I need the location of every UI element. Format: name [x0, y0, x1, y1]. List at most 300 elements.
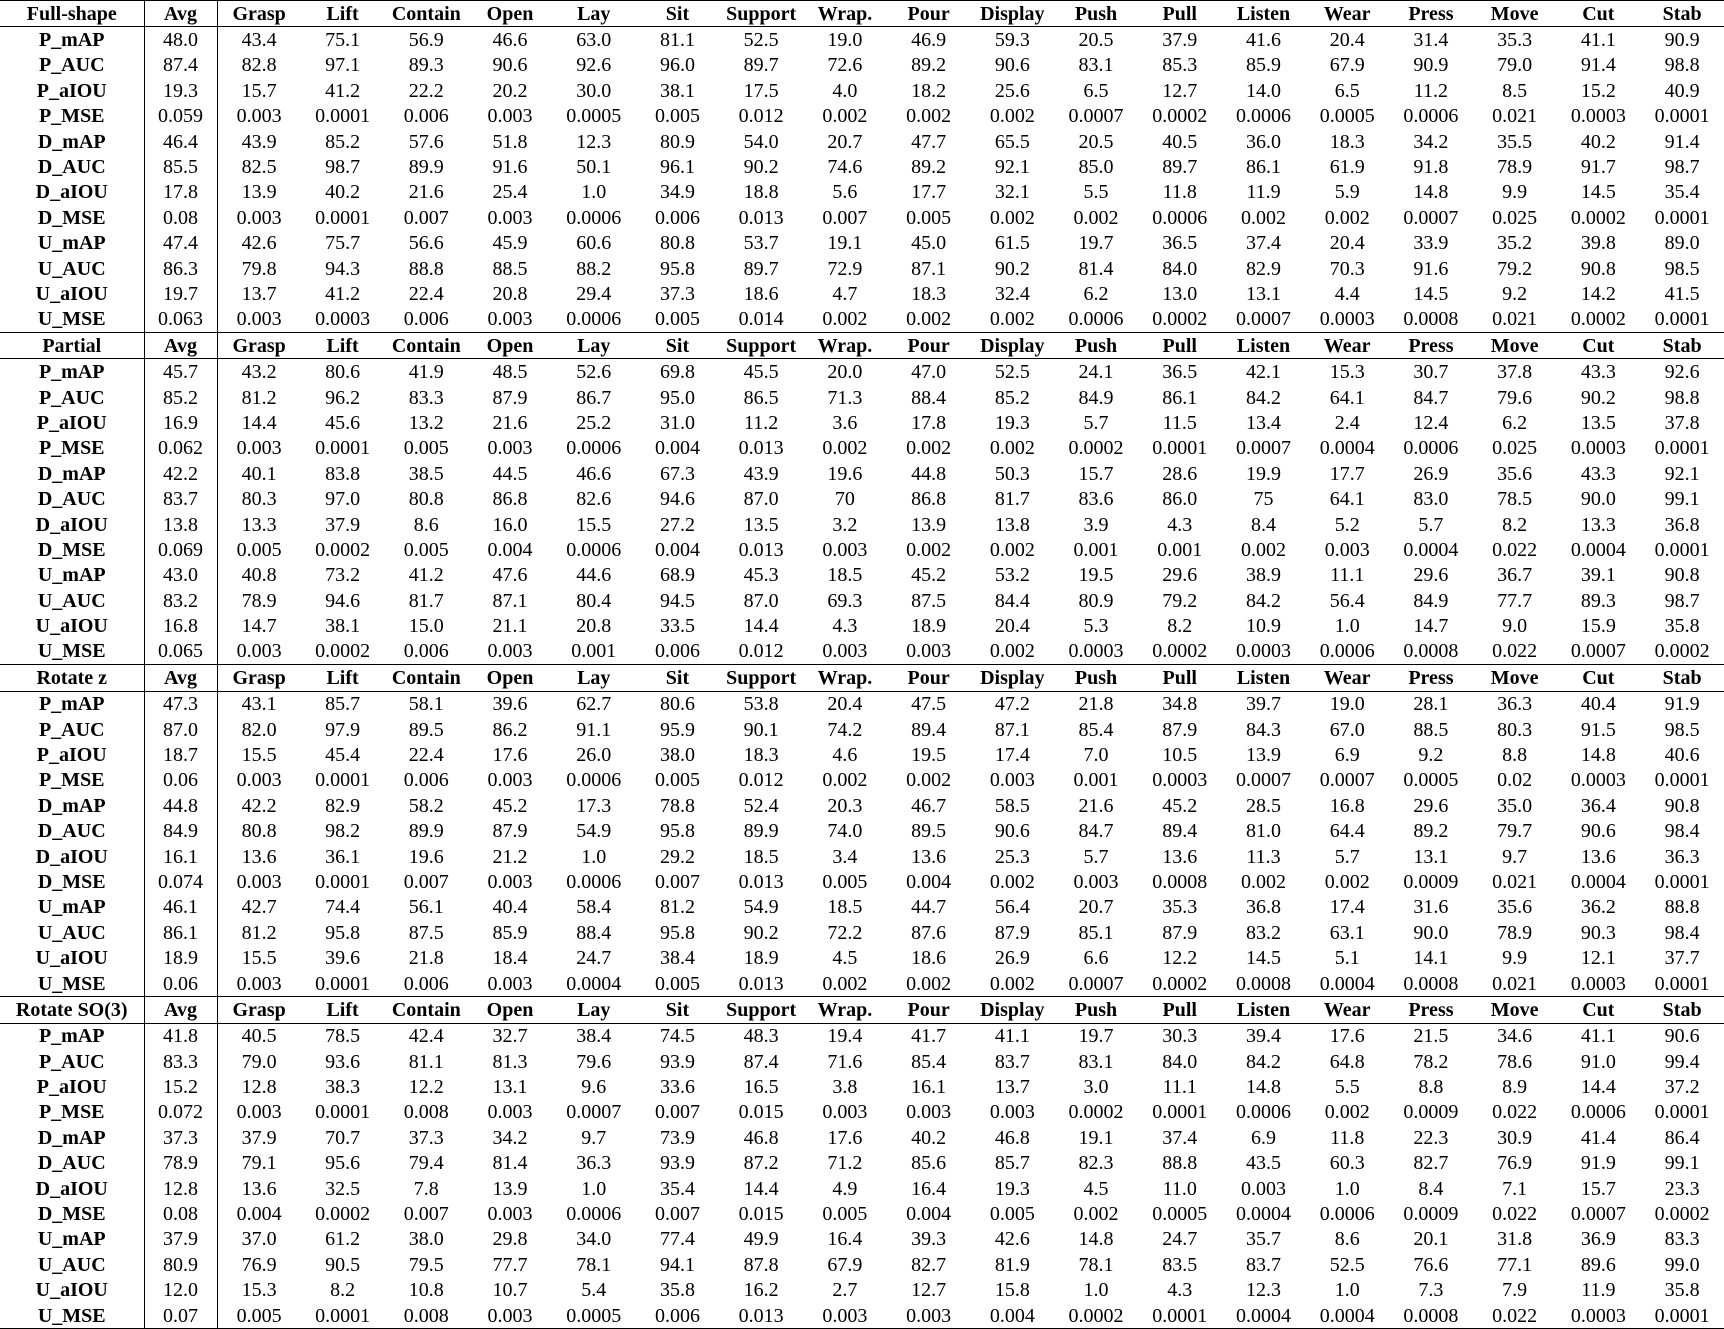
column-header: Sit [636, 333, 720, 359]
table-cell: 0.005 [654, 769, 700, 792]
table-cell: 12.3 [576, 130, 612, 153]
table-cell: 64.1 [1329, 488, 1365, 511]
table-cell: 13.7 [241, 282, 277, 305]
table-cell: 0.08 [144, 205, 217, 230]
table-cell: 43.9 [743, 462, 779, 485]
table-cell: 37.8 [1664, 411, 1700, 434]
table-cell: 46.9 [911, 29, 947, 52]
table-cell: 0.0002 [1054, 1303, 1138, 1329]
column-header: Pour [887, 333, 971, 359]
table-cell: 71.2 [827, 1152, 863, 1175]
table-cell: 0.0003 [1222, 639, 1306, 665]
table-cell: 78.2 [1413, 1050, 1449, 1073]
table-cell: 85.4 [1078, 718, 1114, 741]
table-cell: 98.7 [1664, 589, 1700, 612]
table-row [0, 1201, 1724, 1226]
table-cell: 13.9 [911, 513, 947, 536]
table-cell: 45.7 [144, 359, 217, 385]
row-label: P_aIOU [0, 1074, 144, 1099]
table-cell: 90.8 [1664, 794, 1700, 817]
table-cell: 29.6 [1413, 794, 1449, 817]
table-cell: 7.3 [1418, 1279, 1444, 1302]
column-header: Display [970, 665, 1054, 691]
table-cell: 0.007 [654, 870, 700, 893]
table-cell: 0.0004 [1403, 538, 1459, 561]
row-label: P_MSE [0, 104, 144, 129]
row-label: P_MSE [0, 1100, 144, 1125]
table-cell: 85.0 [1078, 156, 1114, 179]
table-cell: 35.4 [659, 1177, 695, 1200]
column-header: Support [719, 997, 803, 1023]
table-cell: 5.2 [1334, 513, 1360, 536]
table-cell: 0.005 [822, 1203, 868, 1226]
table-cell: 83.5 [1162, 1253, 1198, 1276]
table-cell: 1.0 [581, 1177, 607, 1200]
table-cell: 81.4 [492, 1152, 528, 1175]
row-label: P_mAP [0, 691, 144, 717]
table-cell: 79.4 [408, 1152, 444, 1175]
table-cell: 52.5 [1329, 1253, 1365, 1276]
table-cell: 90.6 [1580, 820, 1616, 843]
table-cell: 89.5 [408, 718, 444, 741]
table-cell: 0.003 [487, 1101, 533, 1124]
table-cell: 0.0004 [1305, 971, 1389, 997]
table-cell: 0.008 [384, 1303, 468, 1329]
table-cell: 13.8 [144, 512, 217, 537]
table-cell: 0.0003 [1570, 105, 1626, 128]
table-cell: 6.5 [1334, 79, 1360, 102]
table-row [0, 717, 1724, 742]
column-header: Stab [1640, 997, 1724, 1023]
table-cell: 0.003 [887, 1303, 971, 1329]
table-cell: 21.6 [1078, 794, 1114, 817]
table-cell: 4.4 [1334, 282, 1360, 305]
table-cell: 87.9 [492, 386, 528, 409]
table-cell: 5.4 [581, 1279, 607, 1302]
table-cell: 13.6 [1580, 845, 1616, 868]
table-cell: 78.8 [659, 794, 695, 817]
table-cell: 36.1 [325, 845, 361, 868]
table-cell: 0.0004 [1570, 538, 1626, 561]
table-cell: 35.7 [1245, 1228, 1281, 1251]
table-cell: 0.006 [636, 639, 720, 665]
table-cell: 38.1 [325, 615, 361, 638]
table-row [0, 945, 1724, 970]
table-cell: 0.003 [1073, 870, 1119, 893]
row-label: D_aIOU [0, 1176, 144, 1201]
table-cell: 39.8 [1580, 232, 1616, 255]
table-cell: 67.9 [827, 1253, 863, 1276]
table-cell: 39.6 [492, 693, 528, 716]
table-cell: 9.7 [581, 1126, 607, 1149]
table-cell: 13.1 [1245, 282, 1281, 305]
table-cell: 82.6 [576, 488, 612, 511]
table-row [0, 1023, 1724, 1049]
row-label: P_AUC [0, 53, 144, 78]
table-cell: 95.8 [659, 820, 695, 843]
row-label: D_AUC [0, 486, 144, 511]
table-cell: 21.2 [492, 845, 528, 868]
table-row [0, 1227, 1724, 1252]
table-cell: 0.074 [144, 869, 217, 894]
table-cell: 0.015 [738, 1203, 784, 1226]
table-cell: 35.8 [1664, 1279, 1700, 1302]
table-cell: 93.6 [325, 1050, 361, 1073]
table-row [0, 154, 1724, 179]
table-cell: 99.4 [1664, 1050, 1700, 1073]
table-cell: 78.9 [1497, 921, 1533, 944]
table-row [0, 613, 1724, 638]
table-cell: 41.9 [408, 361, 444, 384]
table-cell: 83.3 [1664, 1228, 1700, 1251]
table-cell: 0.0003 [1557, 1303, 1641, 1329]
table-row [0, 1278, 1724, 1303]
table-cell: 68.9 [659, 564, 695, 587]
table-cell: 29.2 [659, 845, 695, 868]
row-label: U_aIOU [0, 1278, 144, 1303]
table-cell: 51.8 [492, 130, 528, 153]
table-cell: 34.2 [492, 1126, 528, 1149]
table-cell: 0.063 [144, 307, 217, 333]
table-cell: 89.2 [1413, 820, 1449, 843]
table-cell: 11.2 [1413, 79, 1449, 102]
table-cell: 40.2 [911, 1126, 947, 1149]
table-cell: 98.8 [1664, 386, 1700, 409]
table-cell: 0.0003 [301, 307, 385, 333]
column-header: Support [719, 333, 803, 359]
table-cell: 76.9 [1497, 1152, 1533, 1175]
table-cell: 62.7 [576, 693, 612, 716]
table-cell: 13.6 [911, 845, 947, 868]
table-cell: 18.3 [743, 744, 779, 767]
table-cell: 69.8 [659, 361, 695, 384]
table-row [0, 742, 1724, 767]
table-cell: 16.1 [911, 1076, 947, 1099]
table-cell: 34.9 [659, 181, 695, 204]
table-cell: 0.0003 [1305, 307, 1389, 333]
table-cell: 31.6 [1413, 896, 1449, 919]
table-cell: 88.4 [576, 921, 612, 944]
table-cell: 0.0003 [1152, 769, 1208, 792]
table-cell: 74.0 [827, 820, 863, 843]
table-cell: 15.7 [1078, 462, 1114, 485]
column-header: Display [970, 1, 1054, 27]
table-cell: 0.007 [654, 1203, 700, 1226]
table-cell: 98.2 [325, 820, 361, 843]
table-cell: 6.5 [1083, 79, 1109, 102]
table-cell: 80.6 [325, 361, 361, 384]
table-cell: 0.022 [1492, 1101, 1538, 1124]
table-cell: 0.0006 [566, 870, 622, 893]
table-cell: 0.005 [906, 206, 952, 229]
table-cell: 19.7 [144, 281, 217, 306]
table-cell: 88.4 [911, 386, 947, 409]
table-cell: 0.0004 [1305, 1303, 1389, 1329]
row-label: D_MSE [0, 1201, 144, 1226]
table-cell: 0.005 [236, 538, 282, 561]
table-cell: 18.3 [911, 282, 947, 305]
table-cell: 15.7 [241, 79, 277, 102]
table-cell: 0.0004 [1570, 870, 1626, 893]
table-cell: 0.007 [654, 1101, 700, 1124]
table-cell: 12.8 [144, 1176, 217, 1201]
table-cell: 46.7 [911, 794, 947, 817]
column-header: Wear [1305, 665, 1389, 691]
table-cell: 27.2 [659, 513, 695, 536]
table-cell: 95.8 [659, 257, 695, 280]
table-cell: 5.9 [1334, 181, 1360, 204]
table-cell: 78.5 [325, 1025, 361, 1048]
table-cell: 92.6 [1664, 361, 1700, 384]
table-cell: 0.003 [236, 870, 282, 893]
table-cell: 79.5 [408, 1253, 444, 1276]
table-cell: 79.0 [241, 1050, 277, 1073]
table-cell: 86.0 [1162, 488, 1198, 511]
table-cell: 0.003 [989, 769, 1035, 792]
table-cell: 0.003 [468, 971, 552, 997]
table-cell: 56.6 [408, 232, 444, 255]
table-cell: 0.001 [552, 639, 636, 665]
table-cell: 21.8 [408, 947, 444, 970]
table-cell: 85.9 [1245, 54, 1281, 77]
table-cell: 85.7 [994, 1152, 1030, 1175]
table-cell: 56.4 [1329, 589, 1365, 612]
table-cell: 15.3 [241, 1279, 277, 1302]
column-header: Lift [301, 665, 385, 691]
table-cell: 94.6 [325, 589, 361, 612]
table-cell: 82.9 [1245, 257, 1281, 280]
table-cell: 18.8 [743, 181, 779, 204]
table-cell: 40.5 [241, 1025, 277, 1048]
table-cell: 45.5 [743, 361, 779, 384]
table-cell: 89.3 [408, 54, 444, 77]
table-cell: 88.8 [1162, 1152, 1198, 1175]
table-cell: 84.3 [1245, 718, 1281, 741]
table-cell: 76.6 [1413, 1253, 1449, 1276]
table-cell: 0.0001 [315, 206, 371, 229]
table-cell: 0.0002 [315, 538, 371, 561]
column-header: Push [1054, 333, 1138, 359]
table-cell: 30.7 [1413, 361, 1449, 384]
table-cell: 0.005 [989, 1203, 1035, 1226]
table-cell: 54.0 [743, 130, 779, 153]
table-cell: 0.06 [144, 971, 217, 997]
column-header: Pull [1138, 997, 1222, 1023]
table-cell: 0.0004 [552, 971, 636, 997]
row-label: P_AUC [0, 385, 144, 410]
table-cell: 5.5 [1083, 181, 1109, 204]
table-cell: 0.003 [887, 639, 971, 665]
table-cell: 96.1 [659, 156, 695, 179]
section-title: Full-shape [0, 1, 144, 27]
table-cell: 11.9 [1581, 1279, 1616, 1302]
table-cell: 87.0 [144, 717, 217, 742]
table-cell: 0.0001 [1152, 437, 1208, 460]
table-cell: 8.4 [1418, 1177, 1444, 1200]
table-cell: 47.6 [492, 564, 528, 587]
table-cell: 41.7 [911, 1025, 947, 1048]
table-cell: 12.3 [1245, 1279, 1281, 1302]
table-cell: 5.5 [1334, 1076, 1360, 1099]
table-cell: 15.5 [241, 947, 277, 970]
table-cell: 17.3 [576, 794, 612, 817]
table-cell: 0.002 [1324, 206, 1370, 229]
table-cell: 10.7 [492, 1279, 528, 1302]
table-cell: 53.2 [994, 564, 1030, 587]
row-label: P_mAP [0, 27, 144, 53]
table-cell: 7.9 [1502, 1279, 1528, 1302]
table-cell: 85.6 [911, 1152, 947, 1175]
table-cell: 5.7 [1083, 411, 1109, 434]
table-row [0, 1303, 1724, 1329]
table-cell: 20.3 [827, 794, 863, 817]
row-label: U_aIOU [0, 945, 144, 970]
table-cell: 0.022 [1492, 538, 1538, 561]
table-cell: 0.002 [887, 971, 971, 997]
table-cell: 36.7 [1497, 564, 1533, 587]
row-label: D_AUC [0, 154, 144, 179]
table-cell: 0.005 [636, 971, 720, 997]
table-cell: 0.003 [1324, 538, 1370, 561]
row-label: D_AUC [0, 1151, 144, 1176]
table-cell: 6.9 [1334, 744, 1360, 767]
table-cell: 91.8 [1413, 156, 1449, 179]
table-cell: 17.4 [994, 744, 1030, 767]
table-cell: 0.004 [906, 1203, 952, 1226]
table-cell: 83.1 [1078, 1050, 1114, 1073]
table-cell: 24.1 [1078, 361, 1114, 384]
table-cell: 79.6 [1497, 386, 1533, 409]
table-cell: 28.5 [1245, 794, 1281, 817]
table-cell: 48.5 [492, 361, 528, 384]
table-cell: 42.2 [144, 461, 217, 486]
table-cell: 0.021 [1492, 105, 1538, 128]
table-cell: 22.3 [1413, 1126, 1449, 1149]
table-cell: 0.003 [236, 769, 282, 792]
table-cell: 13.1 [1413, 845, 1449, 868]
table-cell: 87.1 [492, 589, 528, 612]
table-cell: 38.0 [659, 744, 695, 767]
table-cell: 46.6 [492, 29, 528, 52]
table-cell: 0.002 [1240, 538, 1286, 561]
table-cell: 0.0006 [1235, 1101, 1291, 1124]
table-cell: 38.4 [659, 947, 695, 970]
table-row [0, 359, 1724, 385]
row-label: P_MSE [0, 436, 144, 461]
table-cell: 0.0005 [1403, 769, 1459, 792]
table-cell: 41.2 [408, 564, 444, 587]
table-cell: 11.9 [1246, 181, 1281, 204]
table-cell: 17.6 [1329, 1025, 1365, 1048]
row-label: P_mAP [0, 1023, 144, 1049]
table-cell: 0.0001 [315, 105, 371, 128]
table-cell: 0.0002 [1152, 105, 1208, 128]
table-cell: 39.4 [1245, 1025, 1281, 1048]
row-label: D_MSE [0, 869, 144, 894]
table-cell: 13.9 [1245, 744, 1281, 767]
table-cell: 42.6 [994, 1228, 1030, 1251]
table-cell: 39.7 [1245, 693, 1281, 716]
table-cell: 0.003 [236, 1101, 282, 1124]
table-cell: 0.06 [144, 768, 217, 793]
table-cell: 0.006 [636, 1303, 720, 1329]
table-cell: 22.4 [408, 744, 444, 767]
table-cell: 94.6 [659, 488, 695, 511]
table-cell: 95.8 [325, 921, 361, 944]
table-cell: 0.0005 [1319, 105, 1375, 128]
table-row [0, 920, 1724, 945]
table-cell: 0.0006 [1319, 1203, 1375, 1226]
table-cell: 52.6 [576, 361, 612, 384]
table-cell: 87.6 [911, 921, 947, 944]
table-cell: 79.2 [1162, 589, 1198, 612]
table-cell: 0.0002 [1068, 1101, 1124, 1124]
table-cell: 0.025 [1492, 437, 1538, 460]
table-row [0, 307, 1724, 333]
table-cell: 0.08 [144, 1201, 217, 1226]
table-cell: 79.2 [1497, 257, 1533, 280]
table-row [0, 256, 1724, 281]
table-cell: 43.0 [144, 563, 217, 588]
table-cell: 0.006 [384, 307, 468, 333]
column-header: Pull [1138, 1, 1222, 27]
row-label: P_aIOU [0, 78, 144, 103]
table-cell: 0.003 [906, 1101, 952, 1124]
table-cell: 18.7 [144, 742, 217, 767]
table-cell: 16.8 [1329, 794, 1365, 817]
table-cell: 13.3 [241, 513, 277, 536]
table-cell: 0.003 [487, 769, 533, 792]
table-cell: 18.4 [492, 947, 528, 970]
table-cell: 82.9 [325, 794, 361, 817]
table-cell: 87.9 [1162, 921, 1198, 944]
table-cell: 87.2 [743, 1152, 779, 1175]
table-cell: 83.7 [144, 486, 217, 511]
table-cell: 0.021 [1492, 870, 1538, 893]
table-cell: 2.7 [832, 1279, 858, 1302]
table-cell: 53.7 [743, 232, 779, 255]
row-label: U_AUC [0, 1252, 144, 1277]
table-cell: 32.5 [325, 1177, 361, 1200]
table-cell: 84.0 [1162, 1050, 1198, 1073]
table-cell: 41.1 [994, 1025, 1030, 1048]
table-cell: 3.8 [832, 1076, 858, 1099]
table-cell: 86.1 [144, 920, 217, 945]
table-cell: 0.0008 [1389, 307, 1473, 333]
table-cell: 23.3 [1664, 1177, 1700, 1200]
table-cell: 14.7 [241, 615, 277, 638]
table-cell: 10.5 [1162, 744, 1198, 767]
row-label: U_aIOU [0, 281, 144, 306]
table-cell: 17.5 [743, 79, 779, 102]
table-cell: 37.2 [1664, 1076, 1700, 1099]
table-cell: 89.7 [1162, 156, 1198, 179]
table-cell: 0.0001 [1640, 971, 1724, 997]
table-cell: 98.7 [1664, 156, 1700, 179]
table-cell: 45.2 [1162, 794, 1198, 817]
table-cell: 0.0002 [1138, 307, 1222, 333]
table-cell: 8.9 [1502, 1076, 1528, 1099]
table-cell: 89.3 [1580, 589, 1616, 612]
table-cell: 29.8 [492, 1228, 528, 1251]
table-cell: 78.1 [1078, 1253, 1114, 1276]
section-header-row [0, 665, 1724, 691]
table-cell: 26.0 [576, 744, 612, 767]
table-cell: 12.1 [1580, 947, 1616, 970]
table-cell: 35.6 [1497, 462, 1533, 485]
table-cell: 70.3 [1329, 257, 1365, 280]
column-header: Open [468, 1, 552, 27]
